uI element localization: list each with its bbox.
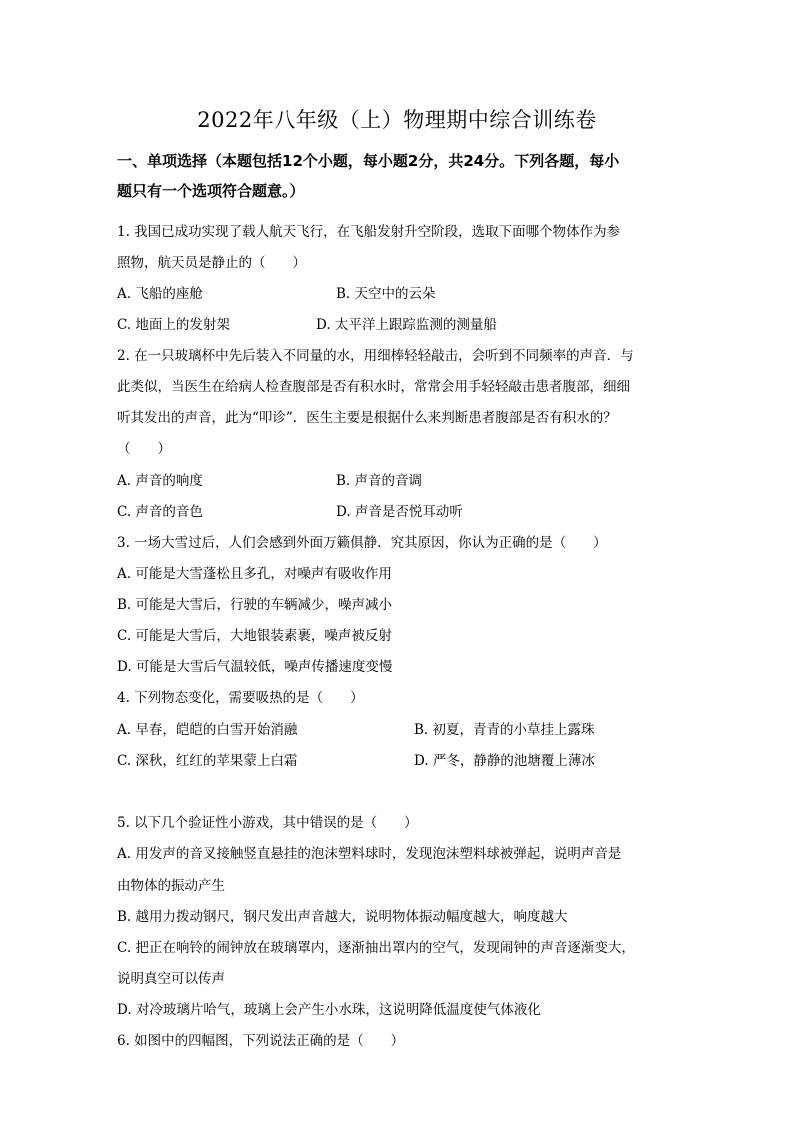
- question-1-stem-line-1: 1. 我国已成功实现了载人航天飞行，在飞船发射升空阶段，选取下面哪个物体作为参: [117, 224, 621, 240]
- question-2-stem-line-2: 此类似，当医生在给病人检查腹部是否有积水时，常常会用手轻轻敲击患者腹部，细细: [117, 379, 630, 395]
- question-3-option-a: A. 可能是大雪蓬松且多孔，对噪声有吸收作用: [117, 566, 392, 582]
- question-2-stem-line-4: （ ）: [117, 441, 171, 457]
- question-4-stem-line-1: 4. 下列物态变化，需要吸热的是（ ）: [117, 690, 364, 706]
- question-2-stem-line-3: 听其发出的声音，此为“叩诊”．医生主要是根据什么来判断患者腹部是否有积水的？: [117, 410, 617, 426]
- question-1-option-c: C. 地面上的发射架: [117, 317, 230, 333]
- question-5-option-d: D. 对冷玻璃片哈气，玻璃上会产生小水珠，这说明降低温度使气体液化: [117, 1002, 541, 1018]
- section-heading: [117, 146, 687, 206]
- section-heading-line-2: 题只有一个选项符合题意。）: [117, 182, 305, 200]
- question-2-option-c: C. 声音的音色: [117, 504, 203, 520]
- question-1-option-b: B. 天空中的云朵: [336, 286, 436, 302]
- question-3-stem-line-1: 3. 一场大雪过后，人们会感到外面万籁俱静．究其原因，你认为正确的是（ ）: [117, 535, 607, 551]
- question-1-option-d: D. 太平洋上跟踪监测的测量船: [316, 317, 497, 333]
- question-5-stem-line-1: 5. 以下几个验证性小游戏，其中错误的是（ ）: [117, 815, 418, 831]
- question-1-stem-line-2: 照物，航天员是静止的（ ）: [117, 255, 306, 271]
- question-4-option-b: B. 初夏，青青的小草挂上露珠: [414, 722, 595, 738]
- question-2-option-b: B. 声音的音调: [336, 473, 423, 489]
- question-1-option-a: A. 飞船的座舱: [117, 286, 203, 302]
- section-heading-line-1: 一、单项选择（本题包括12个小题，每小题2分，共24分。下列各题，每小: [117, 152, 620, 170]
- question-4-option-c: C. 深秋，红红的苹果蒙上白霜: [117, 753, 298, 769]
- question-2-stem-line-1: 2. 在一只玻璃杯中先后装入不同量的水，用细棒轻轻敲击，会听到不同频率的声音．与: [117, 348, 634, 364]
- question-3-option-b: B. 可能是大雪后，行驶的车辆减少，噪声减小: [117, 597, 393, 613]
- question-6-stem-line-1: 6. 如图中的四幅图，下列说法正确的是（ ）: [117, 1033, 405, 1049]
- question-5-option-c-line-2: 说明真空可以传声: [117, 971, 225, 987]
- question-2-option-d: D. 声音是否悦耳动听: [336, 504, 463, 520]
- question-4-option-a: A. 早春，皑皑的白雪开始消融: [117, 722, 298, 738]
- question-5-option-c-line-1: C. 把正在响铃的闹钟放在玻璃罩内，逐渐抽出罩内的空气，发现闹钟的声音逐渐变大，: [117, 940, 635, 956]
- question-2-option-a: A. 声音的响度: [117, 473, 203, 489]
- question-3-option-c: C. 可能是大雪后，大地银装素裹，噪声被反射: [117, 628, 392, 644]
- question-5-option-a-line-1: A. 用发声的音叉接触竖直悬挂的泡沫塑料球时，发现泡沫塑料球被弹起，说明声音是: [117, 846, 622, 862]
- exam-title: 2022年八年级（上）物理期中综合训练卷: [197, 108, 597, 132]
- question-5-option-a-line-2: 由物体的振动产生: [117, 878, 225, 894]
- question-5-option-b: B. 越用力拨动钢尺，钢尺发出声音越大，说明物体振动幅度越大，响度越大: [117, 909, 568, 925]
- question-4-option-d: D. 严冬，静静的池塘覆上薄冰: [414, 753, 595, 769]
- question-3-option-d: D. 可能是大雪后气温较低，噪声传播速度变慢: [117, 659, 393, 675]
